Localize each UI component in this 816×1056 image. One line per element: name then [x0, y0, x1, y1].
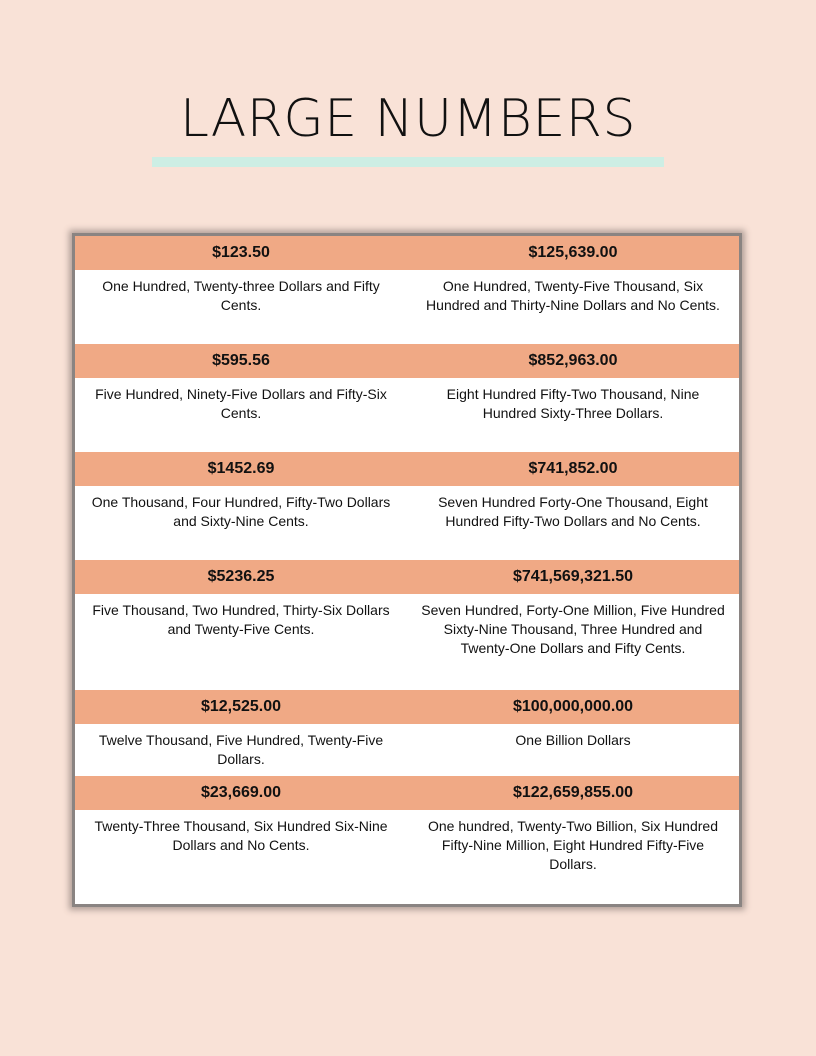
amount-left: $12,525.00 [200, 698, 282, 715]
amount-right: $122,659,855.00 [512, 784, 634, 801]
words-right: One hundred, Twenty-Two Billion, Six Hundred Fifty-Nine Million, Eight Hundred Fifty-Five Dollars. [427, 818, 718, 872]
title-underline-bar [152, 157, 664, 167]
amount-left: $23,669.00 [200, 784, 282, 801]
amount-right: $852,963.00 [528, 352, 618, 369]
words-right: One Hundred, Twenty-Five Thousand, Six Hundred and Thirty-Nine Dollars and No Cents. [426, 278, 720, 313]
words-row [75, 810, 739, 874]
table-row [75, 344, 739, 423]
page-title: LARGE NUMBERS [180, 89, 636, 149]
words-left: Five Thousand, Two Hundred, Thirty-Six Dollars and Twenty-Five Cents. [92, 602, 390, 637]
words-right: Eight Hundred Fifty-Two Thousand, Nine Hundred Sixty-Three Dollars. [446, 386, 700, 421]
amount-row [75, 560, 739, 594]
table-row [75, 452, 739, 531]
words-row [75, 270, 739, 315]
amount-row [75, 452, 739, 486]
words-row [75, 486, 739, 531]
amount-left: $1452.69 [207, 460, 275, 477]
amount-right: $741,852.00 [528, 460, 618, 477]
words-row [75, 378, 739, 423]
words-left: Twenty-Three Thousand, Six Hundred Six-Nine Dollars and No Cents. [94, 818, 388, 853]
amount-right: $100,000,000.00 [512, 698, 634, 715]
amount-right: $741,569,321.50 [512, 568, 634, 585]
amount-right: $125,639.00 [528, 244, 618, 261]
numbers-table [72, 233, 742, 907]
amount-row [75, 344, 739, 378]
table-row [75, 776, 739, 874]
amount-left: $123.50 [212, 244, 270, 261]
table-row [75, 236, 739, 315]
words-left: One Hundred, Twenty-three Dollars and Fifty Cents. [102, 278, 380, 313]
words-left: Twelve Thousand, Five Hundred, Twenty-Five Dollars. [98, 732, 384, 767]
table-row [75, 690, 739, 769]
words-right: Seven Hundred, Forty-One Million, Five Hundred Sixty-Nine Thousand, Three Hundred and Twenty-One Dollars and Fifty Cents. [421, 602, 725, 656]
words-row [75, 594, 739, 658]
amount-row [75, 776, 739, 810]
amount-row [75, 236, 739, 270]
words-right: One Billion Dollars [515, 732, 631, 748]
words-right: Seven Hundred Forty-One Thousand, Eight Hundred Fifty-Two Dollars and No Cents. [438, 494, 708, 529]
amount-left: $5236.25 [207, 568, 275, 585]
words-left: Five Hundred, Ninety-Five Dollars and Fifty-Six Cents. [95, 386, 387, 421]
words-row [75, 724, 739, 769]
amount-left: $595.56 [212, 352, 270, 369]
table-row [75, 560, 739, 658]
words-left: One Thousand, Four Hundred, Fifty-Two Dollars and Sixty-Nine Cents. [91, 494, 391, 529]
amount-row [75, 690, 739, 724]
